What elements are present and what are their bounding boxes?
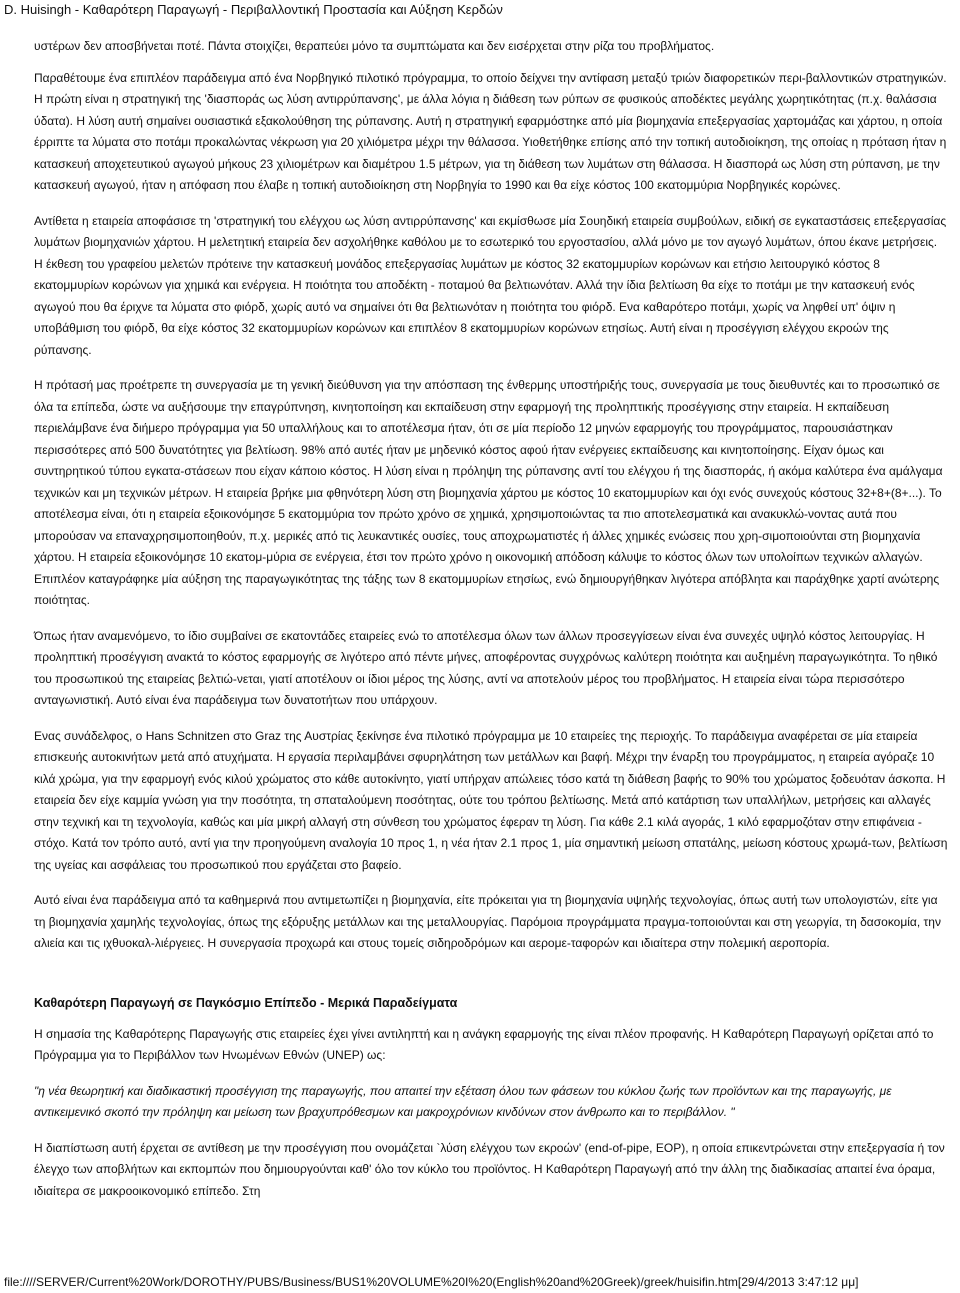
section-heading: Καθαρότερη Παραγωγή σε Παγκόσμιο Επίπεδο - Μερικά Παραδείγματα — [34, 995, 458, 1010]
paragraph-continuation: υστέρων δεν αποσβήνεται ποτέ. Πάντα στοιχίζει, θεραπεύει μόνο τα συμπτώματα και δεν εισέρχεται στην ρίζα του προβλήματος. — [34, 39, 715, 53]
paragraph-expected-results: Όπως ήταν αναμενόμενο, το ίδιο συμβαίνει σε εκατοντάδες εταιρείες ενώ το αποτέλεσμα όλων των άλλων προσεγγίσεων είναι ένα συνεχές υψηλό κόστος λειτουργίας. Η προληπτική προσέγγιση ανακτά το κόστος εφαρμογής σε λιγότερο από πέντε μήνες, αποφέροντας συγχρόνως καλύτερη ποιότητα και αυξημένη παραγωγικότητα. Το ηθικό του προσωπικού της εταιρείας βελτιώ-νεται, γιατί αποτέλουν οι ίδιοι μέρος της λύσης, αντί να αποτελούν μέρος του προβλήματος. Η εταιρεία είναι τώρα περισσότερο ανταγωνιστική. Αυτό είναι ένα παράδειγμα των δυνατοτήτων που υπάρχουν. — [34, 628, 938, 707]
paragraph-section-intro: Η σημασία της Καθαρότερης Παραγωγής στις εταιρείες έχει γίνει αντιληπτή και η ανάγκη εφαρμογής της είναι πλέον προφανής. Η Καθαρότερη Παραγωγή ορίζεται από το Πρόγραμμα για το Περιβάλλον των Ηνωμένων Εθνών (UNEP) ως: — [34, 1026, 934, 1062]
paragraph-industry-examples: Αυτό είναι ένα παράδειγμα από τα καθημερινά που αντιμετωπίζει η βιομηχανία, είτε πρόκειται για τη βιομηχανία υψηλής τεχνολογίας, όπως αυτή των υπολογιστών, είτε για τη βιομηχανία χαμηλής τεχνολογίας, όπως της εξόρυξης μετάλλων και της μεταλλουργίας. Παρόμοια προγράμματα πραγμα-τοποιούνται και στη γεωργία, τη δασοκομία, την αλιεία και τις ιχθυοκαλ-λιέργειες. Η συνεργασία προχωρά και στους τομείς σιδηροδρόμων και αερομε-ταφορών και ιδιαίτερα στην πολεμική αεροπορία. — [34, 893, 941, 950]
document-body — [34, 36, 948, 1202]
paragraph-section-closing: Η διαπίστωση αυτή έρχεται σε αντίθεση με την προσέγγιση που ονομάζεται `λύση ελέγχου των εκροών' (end-of-pipe, EOP), η οποία επικεντρώνεται στην επεξεργασία ή τον έλεγχο των αποβλήτων και εκπομπών που δημιουργούνται καθ' όλο τον κύκλο του προϊόντος. Η Καθαρότερη Παραγωγή από την άλλη της διαδικασίας απαιτεί ένα όραμα, ιδιαίτερα σε μακροοικονομικό επίπεδο. Στη — [34, 1140, 945, 1198]
paragraph-norwegian-example: Παραθέτουμε ένα επιπλέον παράδειγμα από ένα Νορβηγικό πιλοτικό πρόγραμμα, το οποίο δείχνει την αντίφαση μεταξύ τριών διαφορετικών περι-βαλλοντικών στρατηγικών. Η πρώτη είναι η στρατηγική της 'διασποράς ως λύση αντιρρύπανσης', με άλλα λόγια η διάθεση των ρύπων σε φυσικούς αποδέκτες μεγάλης χωρητικότητας (π.χ. θαλάσσια ύδατα). Η λύση αυτή σημαίνει ουσιαστικά εξακολούθηση της ρύπανσης. Αυτή η στρατηγική εφαρμόστηκε από μία βιομηχανία επεξεργασίας χαρτομάζας και χάρτου, η οποία έρριπτε τα λύματα στο ποτάμι προκαλώντας νέκρωση για 20 χιλιόμετρα μέχρι την θάλασσα. Υιοθετήθηκε επίσης από την τοπική αυτοδιοίκηση, της οποίας η πρόταση ήταν η κατασκευή αποχετευτικού αγωγού μήκους 23 χιλιομέτρων και διαμέτρου 1.5 μέτρων, για τη διάθεση των λυμάτων στη θάλασσα. Η διασπορά ως λύση στη ρύπανση, με την κατασκευή αγωγού, ήταν η απόφαση που έλαβε η τοπική αυτοδιοίκηση στη Νορβηγία το 1990 και θα είχε κόστος 100 εκατομμύρια Νορβηγικές κορώνες. — [34, 70, 947, 192]
paragraph-graz-example: Ενας συνάδελφος, ο Hans Schnitzen στο Graz της Αυστρίας ξεκίνησε ένα πιλοτικό πρόγραμμα με 10 εταιρείες της περιοχής. Το παράδειγμα αναφέρεται σε μία εταιρεία επισκευής αυτοκινήτων μετά από ατυχήματα. Η εργασία περιλαμβάνει σφυρηλάτηση των μετάλλων και βαφή. Μέχρι την έναρξη του προγράμματος, η εταιρεία αγόραζε 10 κιλά χρώμα, για την εφαρμογή ενός κιλού χρώματος στο κάθε αυτοκίνητο, γιατί υπήρχαν απώλειες τόσο κατά τη διάθεση βαφής το 90% του χρώματος ξοδευόταν άσκοπα. Η εταιρεία δεν είχε καμμία γνώση για την ποσότητα, τη σπαταλούμενη ποσότητας, ούτε του τρόπου βελτίωσης. Μετά από κατάρτιση των υπαλλήλων, μετρήσεις και αλλαγές στην τεχνική και τη τεχνολογία, καθώς και μία μικρή αλλαγή στη σύνθεση του χρώματος έφεραν τη λύση. Για κάθε 2.1 κιλά αγοράς, 1 κιλό εφαρμοζόταν στην επιφάνεια - στόχο. Κατά τον τρόπο αυτό, αντί για την προηγούμενη αναλογία 10 προς 1, η νέα ήταν 2.1 προς 1, μία σημαντική μείωση σπατάλης, μείωση κόστους χρωμά-των, βελτίωση της υγείας και ασφάλειας του προσωπικού που εργάζεται στο βαφείο. — [34, 728, 948, 872]
paragraph-control-strategy: Αντίθετα η εταιρεία αποφάσισε τη 'στρατηγική του ελέγχου ως λύση αντιρρύπανσης' και εκμίσθωσε μία Σουηδική εταιρεία συμβούλων, ειδική σε εγκαταστάσεις επεξεργασίας λυμάτων βιομηχανιών χάρτου. Η μελετητική εταιρεία δεν ασχολήθηκε καθόλου με το εσωτερικό του εργοστασίου, αλλά μόνο με τον αγωγό λυμάτων, όπου έκανε μετρήσεις. Η έκθεση του γραφείου μελετών πρότεινε την κατασκευή μονάδος επεξεργασίας λυμάτων με κόστος 32 εκατομμυρίων κορώνων και ετήσιο λειτουργικό κόστος 8 εκατομμυρίων κορώνων για χημικά και ενέργεια. Η ποιότητα του αποδέκτη - ποταμού θα βελτιωνόταν. Αλλά την ίδια βελτίωση θα είχε το ποτάμι με την κατασκευή ενός αγωγού που θα έριχνε τα λύματα στο φιόρδ, χωρίς αυτό να σημαίνει ότι θα βελτιωνόταν η ποιότητα του φιόρδ. Ενα καθαρότερο ποτάμι, χωρίς να ληφθεί υπ' όψιν η υποβάθμιση του φιόρδ, θα είχε κόστος 32 εκατομμυρίων κορώνων και επιπλέον 8 εκατομμυρίων κορώνων ετησίως. Αυτή είναι η προσέγγιση ελέγχου εκροών της ρύπανσης. — [34, 213, 947, 357]
paragraph-cooperation-proposal: Η πρότασή μας προέτρεπε τη συνεργασία με τη γενική διεύθυνση για την απόσπαση της ένθερμης υποστήριξής τους, συνεργασία με τους διευθυντές και το προσωπικό σε όλα τα επίπεδα, ώστε να αυξήσουμε την επαγρύπνηση, κινητοποίηση και εκπαίδευση στην εφαρμογή της προληπτικής προσέγγισης στην εταιρεία. Η εκπαίδευση περιελάμβανε ένα διήμερο πρόγραμμα για 50 υπαλλήλους και το αποτέλεσμα ήταν, ότι σε μία περίοδο 12 μηνών εφαρμογής του προγράμματος, παρουσιάστηκαν περισσότερες από 500 δυνατότητες για βελτίωση. 98% από αυτές ήταν με μηδενικό κόστος αφού ήταν ενέργειες εκπαίδευσης και κινητοποίησης. Είχαν όμως και συντηρητικού τύπου εγκατα-στάσεων που είχαν κάποιο κόστος. Η λύση είναι η πρόληψη της ρύπανσης αντί του ελέγχου ή της διασποράς, ή ακόμα καλύτερα ένα αμάλγαμα τεχνικών και μη τεχνικών μέτρων. Η εταιρεία βρήκε μια φθηνότερη λύση στη βιομηχανία χάρτου με κόστος 10 εκατομμυρίων και όχι ενός συνεχούς κόστους 32+8+(8+...). Το αποτέλεσμα είναι, ότι η εταιρεία εξοικονόμησε 5 εκατομμύρια τον πρώτο χρόνο σε χημικά, χρησιμοποιώντας τα πιο αποτελεσματικά και ανακυκλώ-νοντας αυτά που μπορούσαν να επαναχρησιμοποιηθούν, π.χ. μερικές από τις λευκαντικές ουσίες, τους αποχρωματιστές ή άλλες χημικές ενώσεις που χρη-σιμοποιούνται στη βιομηχανία χάρτου. Η εταιρεία εξοικονόμησε 10 εκατομ-μύρια σε ενέργεια, έτσι τον πρώτο χρόνο η οικονομική απόδοση κάλυψε το κόστος όλων των υπολοίπων τεχνικών αλλαγών. Επιπλέον καταγράφηκε μία αύξηση της παραγωγικότητας της τάξης των 8 εκατομμυρίων ετησίως, ενώ δημιουργήθηκαν λιγότερα απόβλητα και παράχθηκε χαρτί ανώτερης ποιότητας. — [34, 378, 943, 607]
page-header: D. Huisingh - Καθαρότερη Παραγωγή - Περιβαλλοντική Προστασία και Αύξηση Κερδών — [4, 2, 503, 17]
page-footer-path: file:////SERVER/Current%20Work/DOROTHY/PUBS/Business/BUS1%20VOLUME%20I%20(English%20and%20Greek)/greek/huisifin.htm[29/4/2013 3:47:12 μμ] — [4, 1275, 859, 1289]
unep-definition-quote: "η νέα θεωρητική και διαδικαστική προσέγγιση της παραγωγής, που απαιτεί την εξέταση όλου των φάσεων του κύκλου ζωής των προϊόντων και της παραγωγής, με αντικειμενικό σκοπό την πρόληψη και μείωση των βραχυπρόθεσμων και μακροχρόνιων κινδύνων στον άνθρωπο και το περιβάλλον. " — [34, 1083, 892, 1119]
